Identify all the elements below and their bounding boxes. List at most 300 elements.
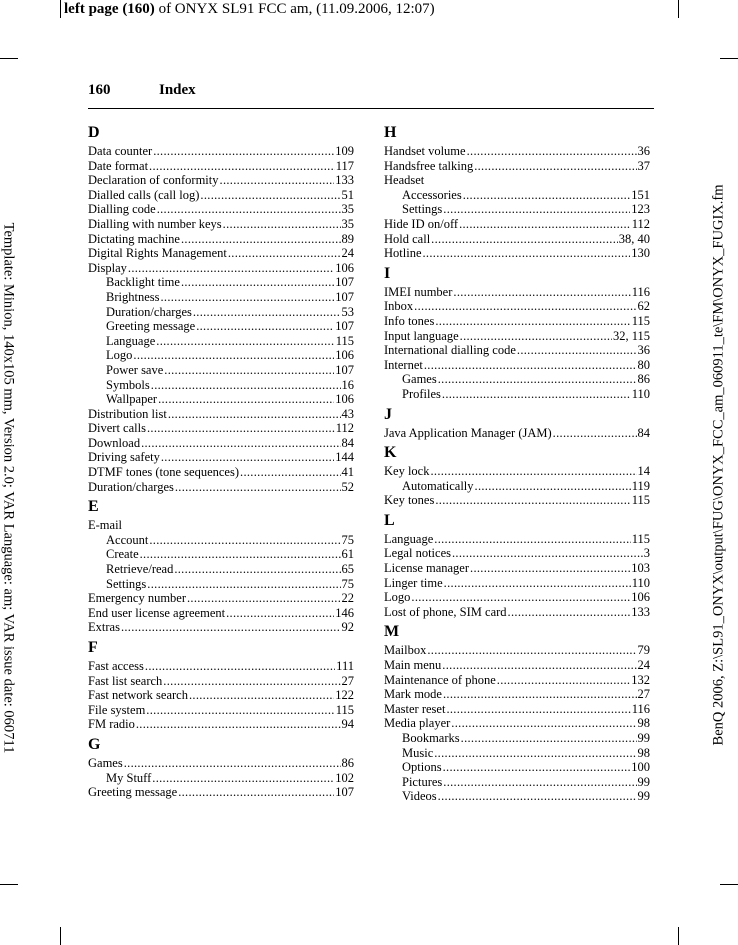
index-entry-page: 52	[341, 479, 354, 494]
index-entry	[384, 217, 650, 232]
index-entry-page: 115	[631, 493, 650, 508]
index-entry	[384, 173, 650, 188]
index-entry-page: 99	[637, 774, 650, 789]
dot-leader	[467, 144, 637, 159]
dot-leader	[435, 493, 630, 508]
index-entry-page: 36	[637, 144, 650, 158]
index-entry-term: DTMF tones (tone sequences)	[88, 465, 240, 480]
page-number: 160	[88, 82, 111, 98]
index-entry-page: 62	[637, 299, 650, 314]
index-entry-page: 14	[637, 464, 650, 479]
index-entry-term: Key lock	[384, 464, 430, 479]
dot-leader	[146, 703, 334, 718]
index-entry	[88, 246, 354, 261]
index-entry	[88, 518, 354, 533]
dot-leader	[152, 771, 334, 786]
index-entry-term: Media player	[384, 716, 451, 731]
index-entry-term: Logo	[384, 590, 411, 605]
index-entry-page: 61	[341, 547, 354, 562]
file-path-text: BenQ 2006, Z:\SL91_ONYX\output\FUG\ONYX_FCC_am_060911_te\FM\ONYX_FUGIX.fm	[710, 184, 727, 746]
index-entry	[384, 285, 650, 300]
index-entry	[88, 785, 354, 800]
index-subentry	[384, 202, 650, 217]
index-entry-term: Display	[88, 260, 127, 275]
index-entry	[384, 159, 650, 174]
dot-leader	[174, 562, 340, 577]
dot-leader	[187, 591, 341, 606]
index-subentry	[384, 775, 650, 790]
index-entry-term: Duration/charges	[106, 304, 192, 319]
index-entry-term: My Stuff	[106, 770, 152, 785]
index-entry-term: Dialled calls (call log)	[88, 187, 200, 202]
index-entry	[88, 217, 354, 232]
index-entry-page: 106	[335, 392, 354, 407]
index-entry-term: Linger time	[384, 575, 443, 590]
dot-leader	[438, 372, 637, 387]
index-entry-page: 115	[335, 702, 354, 717]
index-entry	[384, 687, 650, 702]
index-entry-term: Hide ID on/off	[384, 216, 459, 231]
index-entry	[384, 658, 650, 673]
dot-leader	[193, 305, 341, 320]
crop-mark	[720, 58, 738, 59]
index-entry-page: 115	[335, 333, 354, 348]
index-subentry	[384, 372, 650, 387]
index-letter-heading: G	[88, 735, 101, 753]
index-entry-page: 86	[637, 372, 650, 387]
dot-leader	[438, 789, 637, 804]
dot-leader	[424, 358, 637, 373]
dot-leader	[196, 319, 334, 334]
dot-leader	[446, 702, 630, 717]
index-letter-heading: J	[384, 405, 392, 423]
index-entry-term: Input language	[384, 328, 459, 343]
index-entry-term: Declaration of conformity	[88, 173, 219, 188]
index-entry	[384, 561, 650, 576]
crop-mark	[60, 0, 61, 18]
index-entry-page: 38, 40	[618, 231, 650, 246]
index-entry	[88, 159, 354, 174]
index-entry-term: Data counter	[88, 144, 153, 158]
index-entry-term: Extras	[88, 620, 120, 635]
index-entry-page: 115	[631, 313, 650, 328]
dot-leader	[497, 673, 630, 688]
index-entry	[88, 173, 354, 188]
index-subentry	[88, 275, 354, 290]
index-entry	[88, 688, 354, 703]
index-entry	[88, 202, 354, 217]
dot-leader	[136, 717, 341, 732]
index-entry	[88, 421, 354, 436]
index-entry-page: 133	[335, 173, 354, 188]
index-entry-page: 65	[341, 562, 354, 577]
dot-leader	[151, 378, 341, 393]
index-entry-page: 24	[341, 246, 354, 261]
index-entry-term: Master reset	[384, 701, 446, 716]
index-entry-page: 112	[335, 421, 354, 436]
dot-leader	[164, 363, 334, 378]
crop-mark	[720, 884, 738, 885]
index-letter-heading: L	[384, 511, 395, 529]
index-entry-term: Hotline	[384, 246, 422, 261]
index-entry-term: Symbols	[106, 377, 150, 392]
dot-leader	[175, 480, 341, 495]
index-subentry	[88, 378, 354, 393]
dot-leader	[430, 464, 636, 479]
index-entry-page: 80	[637, 357, 650, 372]
dot-leader	[459, 217, 631, 232]
dot-leader	[189, 688, 334, 703]
dot-leader	[431, 232, 618, 247]
index-entry	[384, 643, 650, 658]
dot-leader	[553, 426, 637, 441]
dot-leader	[149, 533, 340, 548]
dot-leader	[463, 188, 631, 203]
dot-leader	[163, 674, 340, 689]
index-entry	[88, 436, 354, 451]
index-entry	[88, 450, 354, 465]
index-entry-term: Music	[402, 745, 434, 760]
index-subentry	[384, 387, 650, 402]
dot-leader	[161, 450, 334, 465]
index-entry-page: 36	[637, 343, 650, 358]
dot-leader	[508, 605, 631, 620]
index-entry-term: Driving safety	[88, 450, 160, 465]
dot-leader	[124, 756, 341, 771]
index-entry	[88, 756, 354, 771]
index-entry-term: Dictating machine	[88, 231, 180, 246]
index-entry	[384, 232, 650, 247]
dot-leader	[145, 659, 335, 674]
index-entry-term: Automatically	[402, 478, 474, 493]
index-entry-term: Language	[384, 531, 434, 546]
index-entry-page: 110	[631, 575, 650, 590]
dot-leader	[443, 760, 631, 775]
index-entry-page: 98	[637, 745, 650, 760]
index-entry-term: International dialling code	[384, 343, 516, 358]
index-entry-page: 106	[335, 260, 354, 275]
index-entry	[88, 188, 354, 203]
index-column-right	[384, 124, 650, 804]
index-entry-term: Profiles	[402, 386, 441, 401]
index-entry	[384, 702, 650, 717]
index-entry-term: Videos	[402, 789, 437, 804]
index-subentry	[384, 731, 650, 746]
index-entry-term: Fast access	[88, 659, 144, 673]
index-entry-term: Settings	[402, 202, 443, 217]
index-entry	[384, 144, 650, 159]
index-entry-term: Emergency number	[88, 591, 186, 606]
index-entry-page: 107	[335, 275, 354, 290]
dot-leader	[226, 606, 334, 621]
index-subentry	[88, 319, 354, 334]
index-entry-term: E-mail	[88, 518, 123, 533]
index-entry-page: 27	[637, 687, 650, 702]
index-entry	[384, 426, 650, 441]
crop-mark	[0, 884, 18, 885]
index-subentry	[88, 334, 354, 349]
index-entry-page: 22	[341, 591, 354, 606]
dot-leader	[453, 285, 630, 300]
dot-leader	[427, 643, 636, 658]
print-header-page: left page (160)	[64, 1, 155, 17]
index-entry-page: 86	[341, 755, 354, 770]
index-entry	[384, 605, 650, 620]
index-entry-page: 35	[341, 216, 354, 231]
index-entry-page: 115	[631, 531, 650, 546]
index-entry	[384, 314, 650, 329]
index-entry	[88, 717, 354, 732]
index-entry-page: 75	[341, 576, 354, 591]
index-entry-page: 16	[341, 377, 354, 392]
heading-rule	[88, 108, 654, 109]
index-subentry	[88, 392, 354, 407]
index-entry-page: 146	[335, 605, 354, 620]
index-entry	[88, 465, 354, 480]
index-entry	[384, 493, 650, 508]
index-entry-page: 116	[631, 284, 650, 299]
dot-leader	[411, 590, 630, 605]
index-entry-page: 112	[631, 216, 650, 231]
dot-leader	[200, 188, 340, 203]
index-entry-page: 37	[637, 158, 650, 173]
index-entry-page: 133	[631, 604, 650, 619]
index-entry-term: Options	[402, 760, 442, 775]
index-entry-term: Bookmarks	[402, 731, 460, 745]
index-entry	[384, 358, 650, 373]
index-entry-term: Main menu	[384, 658, 442, 673]
index-subentry	[384, 746, 650, 761]
crop-mark	[678, 0, 679, 18]
dot-leader	[157, 202, 341, 217]
index-entry	[384, 464, 650, 479]
index-letter-heading: K	[384, 444, 397, 462]
index-subentry	[88, 533, 354, 548]
dot-leader	[223, 217, 341, 232]
index-entry-page: 116	[631, 701, 650, 716]
index-entry-page: 75	[341, 532, 354, 547]
index-entry-term: Info tones	[384, 313, 435, 328]
index-subentry	[384, 188, 650, 203]
index-entry-page: 89	[341, 231, 354, 246]
index-subentry	[88, 547, 354, 562]
index-entry	[384, 716, 650, 731]
index-entry-page: 111	[336, 659, 354, 673]
dot-leader	[470, 561, 630, 576]
dot-leader	[160, 290, 334, 305]
dot-leader	[517, 343, 637, 358]
index-entry-page: 92	[341, 620, 354, 635]
index-entry-page: 151	[631, 187, 650, 202]
index-entry-term: Mark mode	[384, 687, 442, 702]
index-entry-page: 117	[335, 158, 354, 173]
dot-leader	[149, 159, 335, 174]
dot-leader	[451, 716, 636, 731]
index-entry-term: IMEI number	[384, 284, 453, 299]
crop-mark	[0, 58, 18, 59]
dot-leader	[178, 785, 334, 800]
index-entry-page: 43	[341, 406, 354, 421]
index-entry-term: End user license agreement	[88, 605, 226, 620]
index-entry-term: Backlight time	[106, 275, 180, 290]
index-entry-term: Mailbox	[384, 643, 427, 658]
dot-leader	[442, 387, 631, 402]
dot-leader	[434, 746, 636, 761]
dot-leader	[434, 532, 630, 547]
page-heading	[88, 82, 196, 99]
index-entry-page: 102	[335, 770, 354, 785]
dot-leader	[121, 620, 341, 635]
index-entry-term: Handsfree talking	[384, 158, 474, 173]
index-entry-term: Games	[402, 372, 437, 387]
index-entry-page: 106	[631, 590, 650, 605]
dot-leader	[181, 232, 341, 247]
index-entry	[88, 674, 354, 689]
index-entry	[384, 546, 650, 561]
index-entry-term: Lost of phone, SIM card	[384, 604, 507, 619]
index-letter-heading: H	[384, 124, 397, 141]
index-subentry	[384, 479, 650, 494]
index-subentry	[88, 348, 354, 363]
index-entry	[384, 299, 650, 314]
index-entry-page: 103	[631, 561, 650, 576]
dot-leader	[443, 775, 636, 790]
dot-leader	[442, 658, 636, 673]
index-entry-term: Key tones	[384, 493, 435, 508]
index-entry-term: Greeting message	[106, 319, 196, 334]
index-entry-term: Language	[106, 333, 156, 348]
index-entry-page: 110	[631, 386, 650, 401]
index-entry	[384, 576, 650, 591]
crop-mark	[678, 927, 679, 945]
index-subentry	[88, 562, 354, 577]
index-entry-term: Games	[88, 755, 123, 770]
index-entry-page: 119	[631, 478, 650, 493]
dot-leader	[168, 407, 341, 422]
index-entry	[384, 673, 650, 688]
template-info-text: Template: Minion, 140x105 mm, Version 2.0; VAR Language: am; VAR issue date: 060711	[0, 222, 17, 754]
index-entry-page: 3	[643, 546, 650, 561]
index-entry-term: Dialling code	[88, 202, 156, 217]
index-entry	[384, 590, 650, 605]
index-entry-page: 123	[631, 202, 650, 217]
index-entry-page: 24	[637, 658, 650, 673]
index-entry-term: Hold call	[384, 231, 431, 246]
index-entry-page: 107	[335, 319, 354, 334]
dot-leader	[474, 159, 636, 174]
index-entry-page: 132	[631, 672, 650, 687]
index-entry	[88, 407, 354, 422]
index-entry-term: Download	[88, 435, 141, 450]
index-entry-term: Java Application Manager (JAM)	[384, 425, 552, 440]
index-entry-page: 99	[637, 789, 650, 804]
index-entry-term: Headset	[384, 173, 425, 188]
dot-leader	[220, 173, 335, 188]
index-entry-page: 130	[631, 246, 650, 261]
index-entry-term: Greeting message	[88, 785, 178, 800]
index-entry	[88, 606, 354, 621]
index-entry-page: 107	[335, 785, 354, 800]
index-entry-term: Inbox	[384, 299, 414, 314]
index-entry	[88, 591, 354, 606]
index-entry	[88, 232, 354, 247]
index-entry-term: Maintenance of phone	[384, 672, 496, 687]
index-letter-heading: M	[384, 623, 400, 641]
index-entry-term: Retrieve/read	[106, 562, 174, 577]
index-entry-term: Fast list search	[88, 673, 163, 688]
index-entry-page: 144	[335, 450, 354, 465]
index-entry-page: 106	[335, 348, 354, 363]
index-letter-heading: I	[384, 264, 391, 282]
dot-leader	[147, 577, 340, 592]
index-subentry	[88, 771, 354, 786]
dot-leader	[153, 144, 334, 159]
index-entry-term: Account	[106, 532, 149, 547]
index-entry-page: 27	[341, 673, 354, 688]
dot-leader	[443, 687, 637, 702]
index-entry-page: 107	[335, 362, 354, 377]
index-entry-page: 98	[637, 716, 650, 731]
dot-leader	[423, 246, 631, 261]
index-entry-page: 99	[637, 731, 650, 745]
dot-leader	[128, 261, 334, 276]
index-entry-page: 107	[335, 289, 354, 304]
index-subentry	[384, 789, 650, 804]
index-entry	[88, 620, 354, 635]
index-entry-term: Duration/charges	[88, 479, 174, 494]
dot-leader	[141, 436, 340, 451]
index-entry-term: Brightness	[106, 289, 160, 304]
index-letter-heading: F	[88, 639, 98, 656]
dot-leader	[240, 465, 340, 480]
index-entry	[88, 480, 354, 495]
dot-leader	[460, 329, 612, 344]
dot-leader	[414, 299, 636, 314]
print-header-info: of ONYX SL91 FCC am, (11.09.2006, 12:07)	[154, 1, 435, 17]
dot-leader	[435, 314, 630, 329]
index-entry	[384, 343, 650, 358]
index-subentry	[88, 305, 354, 320]
dot-leader	[443, 202, 630, 217]
index-entry	[384, 532, 650, 547]
dot-leader	[444, 576, 631, 591]
index-entry-term: Settings	[106, 576, 147, 591]
index-subentry	[88, 577, 354, 592]
dot-leader	[156, 334, 334, 349]
index-entry-page: 84	[637, 425, 650, 440]
index-entry-page: 122	[335, 688, 354, 703]
dot-leader	[475, 479, 631, 494]
index-entry-term: File system	[88, 702, 146, 717]
index-entry-term: Logo	[106, 348, 133, 363]
index-entry-term: License manager	[384, 561, 470, 576]
dot-leader	[461, 731, 637, 746]
index-letter-heading: E	[88, 498, 99, 516]
index-subentry	[384, 760, 650, 775]
index-entry-page: 51	[341, 187, 354, 202]
index-entry	[384, 329, 650, 344]
dot-leader	[158, 392, 334, 407]
index-entry-page: 32, 115	[612, 328, 650, 343]
index-entry-term: Create	[106, 547, 139, 562]
index-entry-page: 84	[341, 435, 354, 450]
index-entry	[88, 144, 354, 159]
index-subentry	[88, 363, 354, 378]
index-entry-page: 35	[341, 202, 354, 217]
index-entry-term: FM radio	[88, 717, 135, 732]
index-entry-term: Pictures	[402, 774, 443, 789]
dot-leader	[452, 546, 643, 561]
